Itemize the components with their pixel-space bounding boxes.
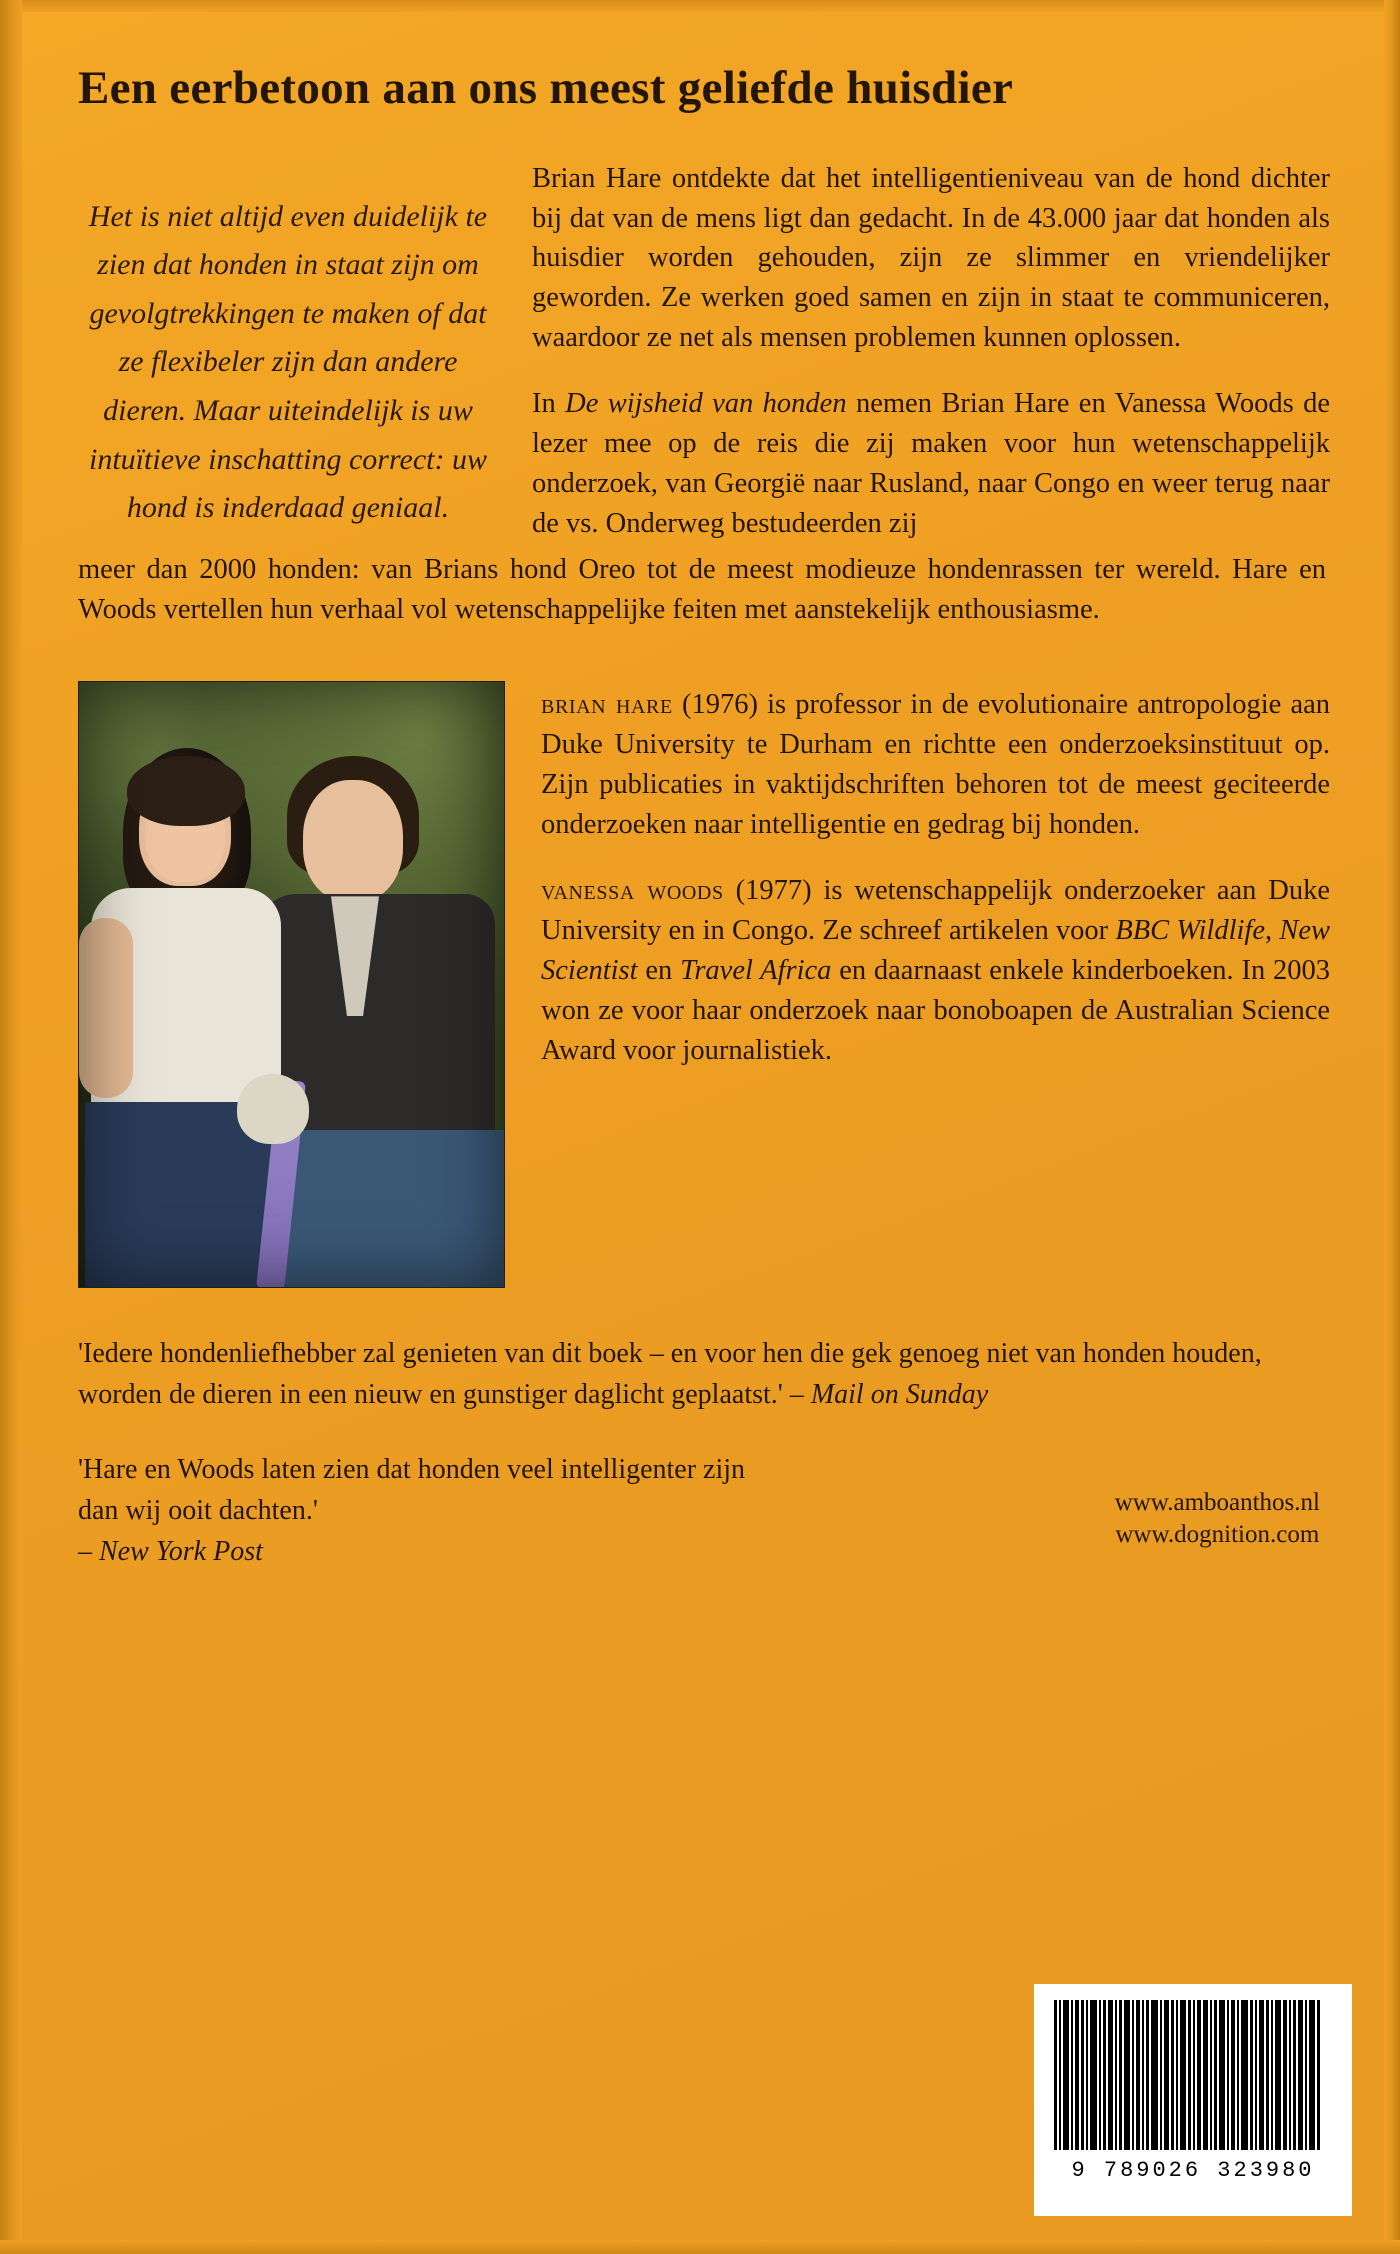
magazine-new-scientist: New Scientist [541,914,1330,986]
book-paragraph-post: nemen Brian Hare en Vanessa Woods de lezer mee op de reis die zij maken voor hun wetenschappelijk onderzoek, van Georgië naar Rusland, naar Congo en weer terug naar de vs. Onderweg bestudeerden zij [532,388,1330,539]
pullquote-column [78,159,498,533]
continued-paragraph: meer dan 2000 honden: van Brians hond Oreo tot de meest modieuze hondenrassen ter wereld. Hare en Woods vertellen hun verhaal vol wetenschappelijke feiten met aanstekelijk enthousiasme. [78,553,1326,625]
cover-edge-bottom [0,2240,1400,2254]
intro-paragraph: Brian Hare ontdekte dat het intelligentieniveau van de hond dichter bij dat van de mens ligt dan gedacht. In de 43.000 jaar dat honden als huisdier worden gehouden, zijn ze slimmer en vriendelijker geworden. Ze werken goed samen en zijn in staat te communiceren, waardoor ze net als mensen problemen kunnen oplossen. [532,162,1330,354]
barcode-bars [1048,2000,1338,2150]
author-bio-text-brian-hare: is professor in de evolutionaire antropologie aan Duke University te Durham en richtte een onderzoeksinstituut op. Zijn publicaties in vaktijdschriften behoren tot de meest geciteerde onderzoeken naar intelligentie en gedrag bij honden. [541,689,1330,841]
bio-brian-hare [541,685,1330,845]
pullquote: Het is niet altijd even duidelijk te zien dat honden in staat zijn om gevolgtrekkingen te maken of dat ze flexibeler zijn dan andere dieren. Maar uiteindelijk is uw intuïtieve inschatting correct: uw hond is inderdaad geniaal. [88,199,488,525]
bio-separator-1: , [1265,914,1280,946]
review-mail-on-sunday [78,1334,1326,1416]
bio-separator-2: en [637,954,681,986]
photo-vignette [79,682,504,1287]
review-2-source: – New York Post [78,1535,263,1567]
magazine-travel-africa: Travel Africa [680,954,832,986]
book-title: De wijsheid van honden [565,388,847,420]
intro-column [532,159,1330,544]
page-title: Een eerbetoon aan ons meest geliefde huisdier [78,62,1014,114]
website-dognition[interactable]: www.dognition.com [1115,1520,1320,1548]
author-bios [541,681,1330,1070]
intro-section [78,159,1330,544]
author-year-brian-hare: (1976) [681,689,758,721]
barcode [1034,1984,1352,2216]
review-1-source: Mail on Sunday [810,1379,989,1411]
author-name-vanessa-woods: vanessa woods [541,874,724,906]
author-year-vanessa-woods: (1977) [735,874,812,906]
author-name-brian-hare: brian hare [541,689,673,721]
barcode-area [1034,1984,1352,2216]
authors-section [78,681,1330,1288]
review-2-text: 'Hare en Woods laten zien dat honden veel intelligenter zijn dan wij ooit dachten.' [78,1454,746,1527]
barcode-number: 9 789026 323980 [1071,2158,1315,2183]
magazine-bbc-wildlife: BBC Wildlife [1115,914,1265,946]
website-amboanthos[interactable]: www.amboanthos.nl [1114,1488,1320,1516]
review-1-text: 'Iedere hondenliefhebber zal genieten van dit boek – en voor hen die gek genoeg niet van honden houden, worden de dieren in een nieuw en gunstiger daglicht geplaatst.' – [78,1338,1262,1411]
book-paragraph [532,384,1330,544]
bio-vanessa-woods [541,871,1330,1070]
book-paragraph-pre: In [532,388,566,420]
author-bio-text-vanessa-woods-1: is wetenschappelijk onderzoeker aan Duke University en in Congo. Ze schreef artikelen voor [541,874,1331,946]
author-photo [78,681,505,1288]
author-bio-text-vanessa-woods-2: en daarnaast enkele kinderboeken. In 2003 won ze voor haar onderzoek naar bonoboapen de Australian Science Award voor journalistiek. [541,954,1331,1066]
website-links [1115,1487,1320,1551]
